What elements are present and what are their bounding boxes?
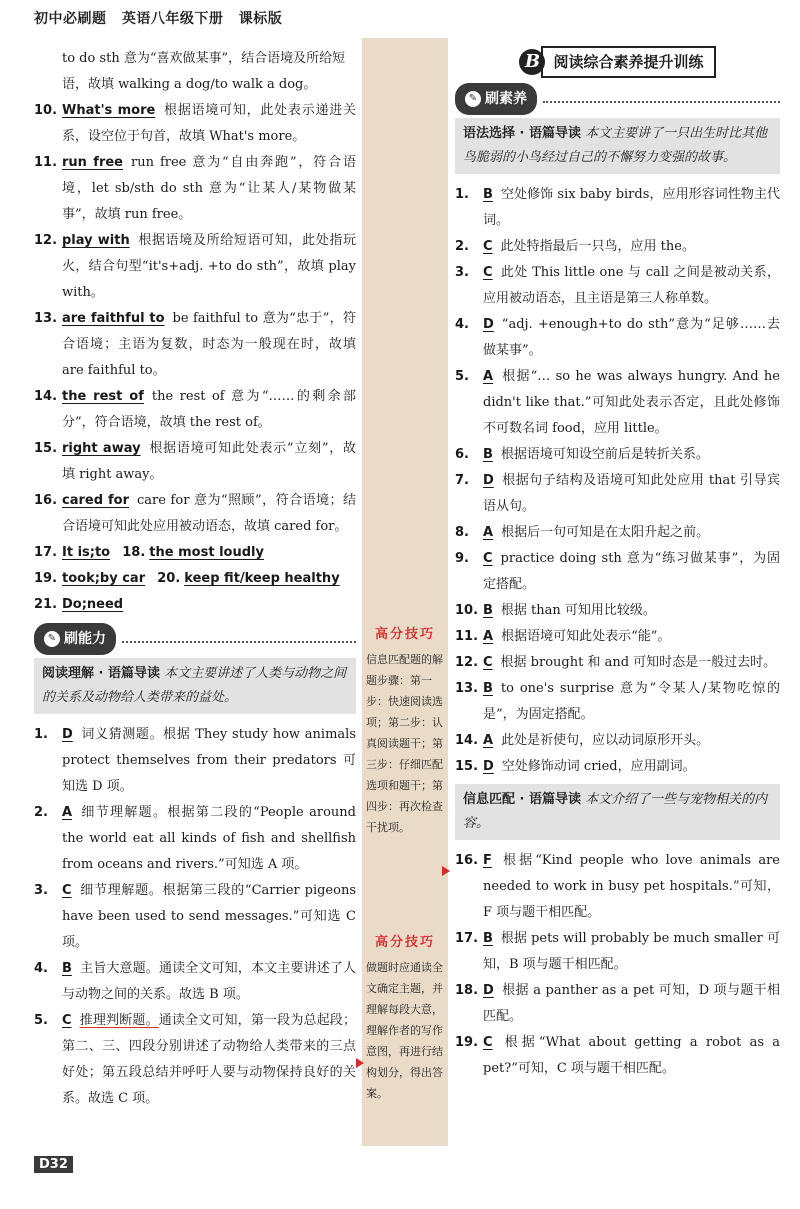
item-answer: B xyxy=(483,681,493,696)
item-number: 12. xyxy=(34,233,58,248)
section-label: 刷素养 xyxy=(485,91,527,107)
tip-title: 高分技巧 xyxy=(374,627,435,642)
item-number: 2. xyxy=(455,239,469,254)
item-number: 15. xyxy=(34,441,58,456)
item-number: 10. xyxy=(455,603,479,618)
item-number: 1. xyxy=(34,727,48,742)
item-answer: Do;need xyxy=(62,597,124,612)
passage-guide xyxy=(455,784,780,840)
item-answer: B xyxy=(483,187,493,202)
answer-item xyxy=(455,520,780,546)
item-explanation: 词义猜测题。根据 They study how animals protect themselves from their predators 可知选 D 项。 xyxy=(62,727,356,794)
continued-text: to do sth 意为“喜欢做某事”，结合语境及所给短语，故填 walking a dog/to walk a dog。 xyxy=(62,51,346,92)
answer-item xyxy=(34,384,356,436)
section-badge xyxy=(34,623,116,655)
item-answer: C xyxy=(483,239,493,254)
item-number: 19. xyxy=(455,1035,479,1050)
item-answer: play with xyxy=(62,233,130,248)
item-number: 21. xyxy=(34,597,58,612)
item-number: 5. xyxy=(455,369,469,384)
answer-item xyxy=(455,926,780,978)
item-explanation: 细节理解题。根据第二段的“People around the world eat all kinds of fish and shellfish from oceans and rivers.”可知选 A 项。 xyxy=(62,805,356,872)
item-answer: are faithful to xyxy=(62,311,165,326)
item-answer: the rest of xyxy=(62,389,144,404)
item-question-type: 推理判断题。 xyxy=(79,1013,159,1028)
answer-item xyxy=(34,228,356,306)
answer-item xyxy=(455,978,780,1030)
item-number: 10. xyxy=(34,103,58,118)
short-answer-row xyxy=(34,540,356,566)
item-number: 11. xyxy=(34,155,58,170)
guide-text: 本文主要讲了一只出生时比其他鸟脆弱的小鸟经过自己的不懈努力变强的故事。 xyxy=(463,126,768,165)
header-item: 课标版 xyxy=(238,11,283,27)
header-item: 英语八年级下册 xyxy=(121,11,224,27)
arrow-right-icon xyxy=(356,1058,364,1068)
item-number: 4. xyxy=(34,961,48,976)
guide-label: 信息匹配 · 语篇导读 xyxy=(463,792,581,807)
item-answer: What's more xyxy=(62,103,156,118)
item-explanation: 根据句子结构及语境可知此处应用 that 引导宾语从句。 xyxy=(483,473,780,514)
item-answer: cared for xyxy=(62,493,130,508)
item-answer: A xyxy=(62,805,73,820)
item-explanation: to one's surprise 意为“令某人/某物吃惊的是”，为固定搭配。 xyxy=(483,681,780,722)
item-answer: A xyxy=(483,629,494,644)
item-number: 3. xyxy=(455,265,469,280)
item-number: 17. xyxy=(34,545,58,560)
item-number: 16. xyxy=(34,493,58,508)
item-explanation: be faithful to 意为“忠于”，符合语境；主语为复数，时态为一般现在时，故填 are faithful to。 xyxy=(62,311,356,378)
item-number: 18. xyxy=(455,983,479,998)
item-explanation: “adj. +enough+to do sth”意为“足够……去做某事”。 xyxy=(483,317,780,358)
answer-item xyxy=(455,234,780,260)
answer-item xyxy=(455,728,780,754)
item-number: 18. xyxy=(122,545,146,560)
short-answer-row xyxy=(34,566,356,592)
item-answer: It is;to xyxy=(62,545,111,560)
item-answer: F xyxy=(483,853,492,868)
item-explanation: 主旨大意题。通读全文可知，本文主要讲述了人与动物之间的关系。故选 B 项。 xyxy=(62,961,356,1002)
part-letter: B xyxy=(519,49,545,75)
item-number: 12. xyxy=(455,655,479,670)
item-explanation: 此处是祈使句，应以动词原形开头。 xyxy=(501,733,710,748)
item-answer: the most loudly xyxy=(149,545,264,560)
dotted-divider xyxy=(543,100,780,103)
item-answer: C xyxy=(483,551,493,566)
item-number: 19. xyxy=(34,571,58,586)
answer-item xyxy=(34,488,356,540)
item-answer: A xyxy=(483,733,494,748)
item-answer: took;by car xyxy=(62,571,146,586)
section-badge xyxy=(455,83,537,115)
item-number: 14. xyxy=(34,389,58,404)
item-answer: right away xyxy=(62,441,141,456)
tip-text: 做题时应通读全文确定主题，并理解每段大意，理解作者的写作意图，再进行结构划分，得出答案。 xyxy=(366,961,443,1100)
item-answer: C xyxy=(483,1035,493,1050)
item-explanation: run free 意为“自由奔跑”，符合语境，let sb/sth do sth 意为“让某人/某物做某事”，故填 run free。 xyxy=(62,155,356,222)
item-explanation: 根据“What about getting a robot as a pet?”可知，C 项与题干相匹配。 xyxy=(483,1035,780,1076)
passage-guide xyxy=(455,118,780,174)
answer-item xyxy=(34,722,356,800)
brush-icon: ✎ xyxy=(44,631,60,647)
part-title: 阅读综合素养提升训练 xyxy=(541,46,715,78)
item-explanation: 根据语境可知，此处表示递进关系，设空位于句首，故填 What's more。 xyxy=(62,103,356,144)
item-answer: B xyxy=(483,931,493,946)
item-answer: A xyxy=(483,525,494,540)
item-explanation: 此处 This little one 与 call 之间是被动关系，应用被动语态，且主语是第三人称单数。 xyxy=(483,265,780,306)
passage-guide xyxy=(34,658,356,714)
item-number: 8. xyxy=(455,525,469,540)
page-header xyxy=(34,8,292,28)
answer-item xyxy=(34,150,356,228)
answer-item xyxy=(34,436,356,488)
item-answer: D xyxy=(62,727,73,742)
item-number: 9. xyxy=(455,551,469,566)
answer-item xyxy=(455,546,780,598)
answer-item xyxy=(455,848,780,926)
brush-icon: ✎ xyxy=(465,91,481,107)
dotted-divider xyxy=(122,640,356,643)
answer-item xyxy=(34,1008,356,1112)
item-explanation: the rest of 意为“……的剩余部分”，符合语境，故填 the rest of。 xyxy=(62,389,356,430)
item-explanation: 根据“Kind people who love animals are needed to work in busy pet hospitals.”可知，F 项与题干相匹配。 xyxy=(483,853,780,920)
section-title xyxy=(455,84,780,114)
guide-text: 本文主要讲述了人类与动物之间的关系及动物给人类带来的益处。 xyxy=(42,666,347,705)
item-answer: A xyxy=(483,369,494,384)
item-answer: B xyxy=(483,603,493,618)
item-explanation: 根据 brought 和 and 可知时态是一般过去时。 xyxy=(500,655,777,670)
item-number: 3. xyxy=(34,883,48,898)
item-answer: D xyxy=(483,317,494,332)
item-explanation: 根据后一句可知是在太阳升起之前。 xyxy=(501,525,710,540)
answer-item xyxy=(455,468,780,520)
item-number: 20. xyxy=(157,571,181,586)
item-explanation: 根据 pets will probably be much smaller 可知，B 项与题干相匹配。 xyxy=(483,931,780,972)
item-explanation: 根据语境及所给短语可知，此处指玩火，结合句型“it's+adj. +to do sth”，故填 play with。 xyxy=(62,233,356,300)
answer-item xyxy=(34,306,356,384)
item-answer: keep fit/keep healthy xyxy=(184,571,340,586)
item-number: 17. xyxy=(455,931,479,946)
item-answer: C xyxy=(483,265,493,280)
item-explanation: 根据“… so he was always hungry. And he didn't like that.”可知此处表示否定，且此处修饰不可数名词 food，应用 little。 xyxy=(483,369,780,436)
tip-title: 高分技巧 xyxy=(374,935,435,950)
tips-strip xyxy=(362,38,448,1146)
tip-box xyxy=(366,932,444,1104)
answer-item xyxy=(455,312,780,364)
item-number: 4. xyxy=(455,317,469,332)
answer-item xyxy=(455,598,780,624)
item-number: 5. xyxy=(34,1013,48,1028)
item-answer: B xyxy=(62,961,72,976)
page-number: D32 xyxy=(34,1156,73,1173)
item-explanation: 细节理解题。根据第三段的“Carrier pigeons have been used to send messages.”可知选 C 项。 xyxy=(62,883,356,950)
section-label: 刷能力 xyxy=(64,631,106,647)
item-number: 16. xyxy=(455,853,479,868)
header-item: 初中必刷题 xyxy=(34,11,107,27)
item-answer: D xyxy=(483,759,494,774)
item-answer: D xyxy=(483,983,494,998)
item-number: 13. xyxy=(34,311,58,326)
item-answer: C xyxy=(62,883,72,898)
answer-item xyxy=(34,98,356,150)
item-number: 1. xyxy=(455,187,469,202)
item-answer: D xyxy=(483,473,494,488)
item-number: 6. xyxy=(455,447,469,462)
answer-item xyxy=(455,442,780,468)
answer-item xyxy=(455,624,780,650)
item-explanation: practice doing sth 意为“练习做某事”，为固定搭配。 xyxy=(483,551,780,592)
arrow-right-icon xyxy=(442,866,450,876)
answer-item xyxy=(455,182,780,234)
item-number: 14. xyxy=(455,733,479,748)
item-number: 2. xyxy=(34,805,48,820)
item-explanation: 根据 a panther as a pet 可知，D 项与题干相匹配。 xyxy=(483,983,780,1024)
answer-item xyxy=(455,364,780,442)
item-explanation: 通读全文可知，第一段为总起段；第二、三、四段分别讲述了动物给人类带来的三点好处；第五段总结并呼吁人要与动物保持良好的关系。故选 C 项。 xyxy=(62,1013,356,1106)
item-explanation: 根据语境可知此处表示“能”。 xyxy=(501,629,671,644)
item-explanation: 此处特指最后一只鸟，应用 the。 xyxy=(500,239,695,254)
guide-text: 本文介绍了一些与宠物相关的内容。 xyxy=(463,792,768,831)
guide-label: 阅读理解 · 语篇导读 xyxy=(42,666,160,681)
answer-item xyxy=(455,754,780,780)
item-number: 7. xyxy=(455,473,469,488)
item-answer: run free xyxy=(62,155,123,170)
answer-item xyxy=(455,260,780,312)
item-answer: C xyxy=(483,655,493,670)
answer-item xyxy=(455,676,780,728)
tip-box xyxy=(366,624,444,838)
answer-item xyxy=(455,650,780,676)
item-explanation: 根据语境可知此处表示“立刻”，故填 right away。 xyxy=(62,441,357,482)
guide-label: 语法选择 · 语篇导读 xyxy=(463,126,581,141)
item-explanation: 根据语境可知设空前后是转折关系。 xyxy=(500,447,709,462)
item-number: 13. xyxy=(455,681,479,696)
answer-item xyxy=(455,1030,780,1082)
answer-item xyxy=(34,878,356,956)
part-heading xyxy=(455,46,780,78)
item-explanation: 空处修饰动词 cried，应用副词。 xyxy=(501,759,696,774)
item-answer: B xyxy=(483,447,493,462)
item-answer: C xyxy=(62,1013,72,1028)
item-explanation: care for 意为“照顾”，符合语境；结合语境可知此处应用被动语态，故填 cared for。 xyxy=(62,493,356,534)
short-answer-row xyxy=(34,592,356,618)
item-number: 11. xyxy=(455,629,479,644)
item-explanation: 根据 than 可知用比较级。 xyxy=(500,603,656,618)
answer-item xyxy=(34,956,356,1008)
left-column xyxy=(34,46,356,1112)
item-number: 15. xyxy=(455,759,479,774)
item-explanation: 空处修饰 six baby birds，应用形容词性物主代词。 xyxy=(483,187,780,228)
right-column xyxy=(455,46,780,1082)
section-title xyxy=(34,624,356,654)
answer-item xyxy=(34,800,356,878)
tip-text: 信息匹配题的解题步骤：第一步：快速阅读选项；第二步：认真阅读题干；第三步：仔细匹配选项和题干；第四步：再次检查干扰项。 xyxy=(366,653,443,834)
